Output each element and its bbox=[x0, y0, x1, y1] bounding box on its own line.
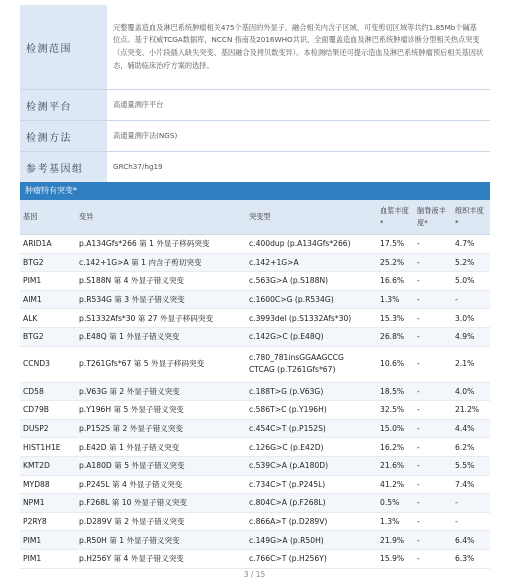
cell-blood: 15.9% bbox=[377, 549, 414, 568]
cell-gene: DUSP2 bbox=[20, 419, 76, 438]
mutation-section bbox=[20, 182, 490, 569]
cell-csf: - bbox=[414, 272, 452, 291]
cell-tissue: 5.0% bbox=[452, 272, 490, 291]
cell-mutation: c.1600C>G (p.R534G) bbox=[246, 290, 377, 309]
cell-mutation: c.400dup (p.A134Gfs*266) bbox=[246, 235, 377, 254]
header-blood-freq: 血浆丰度* bbox=[377, 200, 414, 235]
info-row-method bbox=[20, 121, 490, 152]
table-row bbox=[20, 512, 490, 531]
page-indicator: 3 / 15 bbox=[243, 570, 266, 579]
header-tissue-freq: 组织丰度* bbox=[452, 200, 490, 235]
cell-gene: CD58 bbox=[20, 382, 76, 401]
cell-mutation: c.804C>A (p.F268L) bbox=[246, 494, 377, 513]
cell-csf: - bbox=[414, 475, 452, 494]
cell-variant: p.S1332Afs*30 第 27 外显子移码突变 bbox=[76, 309, 246, 328]
table-row bbox=[20, 235, 490, 254]
info-label: 检测平台 bbox=[20, 90, 107, 121]
cell-gene: KMT2D bbox=[20, 456, 76, 475]
cell-blood: 17.5% bbox=[377, 235, 414, 254]
cell-blood: 18.5% bbox=[377, 382, 414, 401]
cell-tissue: 2.1% bbox=[452, 346, 490, 382]
table-row bbox=[20, 290, 490, 309]
table-row bbox=[20, 494, 490, 513]
cell-mutation-line: CTCAG (p.T261Gfs*67) bbox=[249, 365, 336, 375]
cell-csf: - bbox=[414, 253, 452, 272]
cell-blood: 21.9% bbox=[377, 531, 414, 550]
info-row-reference bbox=[20, 152, 490, 183]
cell-mutation: c.126G>C (p.E42D) bbox=[246, 438, 377, 457]
cell-csf: - bbox=[414, 512, 452, 531]
mutation-table bbox=[20, 200, 490, 569]
cell-mutation: c.142+1G>A bbox=[246, 253, 377, 272]
info-row-scope bbox=[20, 5, 490, 90]
cell-tissue: 5.5% bbox=[452, 456, 490, 475]
cell-tissue: 4.9% bbox=[452, 327, 490, 346]
cell-mutation: c.142G>C (p.E48Q) bbox=[246, 327, 377, 346]
cell-csf: - bbox=[414, 456, 452, 475]
cell-tissue: - bbox=[452, 512, 490, 531]
cell-variant: p.Y196H 第 5 外显子错义突变 bbox=[76, 401, 246, 420]
cell-tissue: 4.7% bbox=[452, 235, 490, 254]
cell-gene: PIM1 bbox=[20, 549, 76, 568]
info-row-platform bbox=[20, 90, 490, 121]
cell-blood: 15.0% bbox=[377, 419, 414, 438]
cell-blood: 26.8% bbox=[377, 327, 414, 346]
cell-variant: p.F268L 第 10 外显子错义突变 bbox=[76, 494, 246, 513]
header-csf-freq: 脑脊液丰度* bbox=[414, 200, 452, 235]
cell-gene: P2RY8 bbox=[20, 512, 76, 531]
cell-variant: p.V63G 第 2 外显子错义突变 bbox=[76, 382, 246, 401]
info-label: 参考基因组 bbox=[20, 152, 107, 183]
table-row bbox=[20, 475, 490, 494]
table-row bbox=[20, 382, 490, 401]
cell-csf: - bbox=[414, 327, 452, 346]
section-title: 肿瘤特有突变* bbox=[20, 182, 490, 200]
cell-gene: PIM1 bbox=[20, 272, 76, 291]
cell-mutation: c.866A>T (p.D289V) bbox=[246, 512, 377, 531]
info-value: 高通量测序平台 bbox=[107, 90, 490, 121]
cell-mutation: c.586T>C (p.Y196H) bbox=[246, 401, 377, 420]
cell-gene: BTG2 bbox=[20, 327, 76, 346]
table-header-row bbox=[20, 200, 490, 235]
cell-gene: MYD88 bbox=[20, 475, 76, 494]
cell-mutation: c.188T>G (p.V63G) bbox=[246, 382, 377, 401]
cell-blood: 16.2% bbox=[377, 438, 414, 457]
cell-gene: BTG2 bbox=[20, 253, 76, 272]
cell-tissue: 3.0% bbox=[452, 309, 490, 328]
cell-variant: p.A180D 第 5 外显子错义突变 bbox=[76, 456, 246, 475]
cell-blood: 1.3% bbox=[377, 512, 414, 531]
cell-gene: ALK bbox=[20, 309, 76, 328]
table-row bbox=[20, 327, 490, 346]
cell-mutation-line: c.780_781insGGAAGCCG bbox=[249, 352, 344, 362]
header-gene: 基因 bbox=[20, 200, 76, 235]
cell-csf: - bbox=[414, 438, 452, 457]
cell-blood: 25.2% bbox=[377, 253, 414, 272]
cell-blood: 41.2% bbox=[377, 475, 414, 494]
cell-variant: p.E42D 第 1 外显子错义突变 bbox=[76, 438, 246, 457]
cell-csf: - bbox=[414, 382, 452, 401]
cell-mutation: c.539C>A (p.A180D) bbox=[246, 456, 377, 475]
cell-csf: - bbox=[414, 235, 452, 254]
cell-blood: 32.5% bbox=[377, 401, 414, 420]
table-row bbox=[20, 253, 490, 272]
cell-variant: p.A134Gfs*266 第 1 外显子移码突变 bbox=[76, 235, 246, 254]
table-row bbox=[20, 419, 490, 438]
cell-csf: - bbox=[414, 549, 452, 568]
cell-gene: AIM1 bbox=[20, 290, 76, 309]
table-row bbox=[20, 531, 490, 550]
cell-mutation: c.149G>A (p.R50H) bbox=[246, 531, 377, 550]
cell-mutation: c.563G>A (p.S188N) bbox=[246, 272, 377, 291]
cell-tissue: 6.4% bbox=[452, 531, 490, 550]
info-value: GRCh37/hg19 bbox=[107, 152, 490, 183]
cell-csf: - bbox=[414, 494, 452, 513]
cell-tissue: 4.4% bbox=[452, 419, 490, 438]
cell-variant: p.T261Gfs*67 第 5 外显子移码突变 bbox=[76, 346, 246, 382]
cell-variant: p.E48Q 第 1 外显子错义突变 bbox=[76, 327, 246, 346]
info-value: 完整覆盖造血及淋巴系统肿瘤相关475个基因的外显子、融合相关内含子区域、可变剪切区域等共约1.85Mb个碱基位点。基于权威TCGA数据库，NCCN 指南及2016WHO共识，全面覆盖造血及淋巴系统肿瘤诊断分型相关热点突变（点突变、小片段插入缺失突变、基因融合及拷贝数变异）。本检测结果还可提示造血及淋巴系统肿瘤预后相关基因状态，辅助临床治疗方案的选择。 bbox=[107, 5, 490, 90]
table-row bbox=[20, 272, 490, 291]
cell-gene: CD79B bbox=[20, 401, 76, 420]
cell-blood: 1.3% bbox=[377, 290, 414, 309]
table-row bbox=[20, 309, 490, 328]
table-row bbox=[20, 401, 490, 420]
cell-tissue: 7.4% bbox=[452, 475, 490, 494]
info-value: 高通量测序法(NGS) bbox=[107, 121, 490, 152]
cell-csf: - bbox=[414, 531, 452, 550]
cell-tissue: 4.0% bbox=[452, 382, 490, 401]
cell-tissue: 6.2% bbox=[452, 438, 490, 457]
cell-csf: - bbox=[414, 401, 452, 420]
cell-tissue: - bbox=[452, 494, 490, 513]
cell-tissue: 6.3% bbox=[452, 549, 490, 568]
cell-mutation: c.734C>T (p.P245L) bbox=[246, 475, 377, 494]
cell-blood: 10.6% bbox=[377, 346, 414, 382]
cell-mutation: c.454C>T (p.P152S) bbox=[246, 419, 377, 438]
cell-gene: NPM1 bbox=[20, 494, 76, 513]
cell-variant: p.H256Y 第 4 外显子错义突变 bbox=[76, 549, 246, 568]
cell-tissue: 5.2% bbox=[452, 253, 490, 272]
cell-csf: - bbox=[414, 290, 452, 309]
cell-variant: p.P152S 第 2 外显子错义突变 bbox=[76, 419, 246, 438]
header-mutation-type: 突变型 bbox=[246, 200, 377, 235]
cell-blood: 15.3% bbox=[377, 309, 414, 328]
table-row bbox=[20, 456, 490, 475]
cell-variant: p.R534G 第 3 外显子错义突变 bbox=[76, 290, 246, 309]
info-label: 检测方法 bbox=[20, 121, 107, 152]
cell-tissue: - bbox=[452, 290, 490, 309]
cell-tissue: 21.2% bbox=[452, 401, 490, 420]
cell-mutation bbox=[246, 346, 377, 382]
cell-gene: ARID1A bbox=[20, 235, 76, 254]
cell-variant: p.R50H 第 1 外显子错义突变 bbox=[76, 531, 246, 550]
cell-gene: HIST1H1E bbox=[20, 438, 76, 457]
cell-variant: p.D289V 第 2 外显子错义突变 bbox=[76, 512, 246, 531]
cell-blood: 16.6% bbox=[377, 272, 414, 291]
info-label: 检测范围 bbox=[20, 5, 107, 90]
cell-variant: c.142+1G>A 第 1 内含子剪切突变 bbox=[76, 253, 246, 272]
header-variant: 变异 bbox=[76, 200, 246, 235]
table-row bbox=[20, 346, 490, 382]
info-table bbox=[20, 5, 490, 183]
table-row bbox=[20, 549, 490, 568]
cell-csf: - bbox=[414, 309, 452, 328]
cell-csf: - bbox=[414, 419, 452, 438]
cell-gene: PIM1 bbox=[20, 531, 76, 550]
cell-blood: 0.5% bbox=[377, 494, 414, 513]
table-row bbox=[20, 438, 490, 457]
cell-mutation: c.3993del (p.S1332Afs*30) bbox=[246, 309, 377, 328]
cell-gene: CCND3 bbox=[20, 346, 76, 382]
cell-blood: 21.6% bbox=[377, 456, 414, 475]
cell-csf: - bbox=[414, 346, 452, 382]
cell-mutation: c.766C>T (p.H256Y) bbox=[246, 549, 377, 568]
cell-variant: p.S188N 第 4 外显子错义突变 bbox=[76, 272, 246, 291]
cell-variant: p.P245L 第 4 外显子错义突变 bbox=[76, 475, 246, 494]
